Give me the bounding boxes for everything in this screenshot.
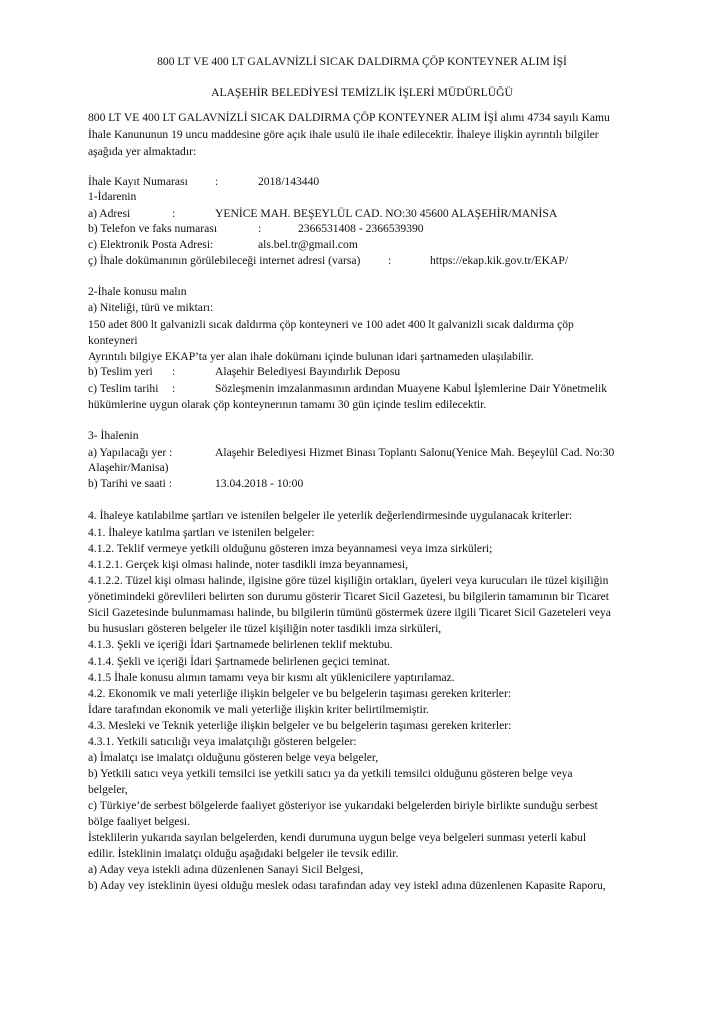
s4-line: yönetimindeki görevlileri belirten son durumu gösterir Ticaret Sicil Gazetesi, bu bilgilerin tamamının bir Ticaret	[88, 590, 609, 603]
s4-line: belgeler,	[88, 783, 128, 796]
url-colon: :	[388, 254, 392, 267]
s2-a-label: a) Niteliği, türü ve miktarı:	[88, 301, 214, 314]
adres-colon: :	[172, 207, 176, 220]
tarih-label: b) Tarihi ve saati :	[88, 477, 172, 490]
teslim-yeri-label: b) Teslim yeri	[88, 365, 153, 378]
teslim-tarihi-value: Sözleşmenin imzalanmasının ardından Muayene Kabul İşlemlerine Dair Yönetmelik	[215, 382, 608, 395]
s4-line: Sicil Gazetesinde bulunmaması halinde, bu bilgilerin tümünü göstermek üzere ilgili Ticaret Sicil Gazeteleri veya	[88, 606, 611, 619]
s4-line: a) İmalatçı ise imalatçı olduğunu gösteren belge veya belgeler,	[88, 751, 379, 764]
s2-a-text: konteyneri	[88, 334, 138, 347]
intro-line: aşağıda yer almaktadır:	[88, 145, 197, 158]
s4-line: 4.1.4. Şekli ve içeriği İdari Şartnamede belirlenen geçici teminat.	[88, 655, 390, 668]
s4-line: 4.1. İhaleye katılma şartları ve istenilen belgeler:	[88, 526, 315, 539]
s4-line: edilir. İsteklinin imalatçı olduğu aşağıdaki belgeler ile tevsik edilir.	[88, 847, 399, 860]
s4-line: c) Türkiye’de serbest bölgelerde faaliyet gösteriyor ise yukarıdaki belgelerden biriyle birlikte sunduğu serbest	[88, 799, 598, 812]
s4-line: a) Aday veya istekli adına düzenlenen Sanayi Sicil Belgesi,	[88, 863, 364, 876]
kayit-label: İhale Kayıt Numarası	[88, 175, 188, 188]
s4-line: b) Yetkili satıcı veya yetkili temsilci ise yetkili satıcı ya da yetkili temsilci olduğunu gösteren belge veya	[88, 767, 573, 780]
yer-value: Alaşehir Belediyesi Hizmet Binası Toplantı Salonu(Yenice Mah. Beşeylül Cad. No:30	[215, 446, 615, 459]
url-label: ç) İhale dokümanının görülebileceği internet adresi (varsa)	[88, 254, 361, 267]
s4-line: bölge faaliyet belgesi.	[88, 815, 191, 828]
email-value: als.bel.tr@gmail.com	[258, 238, 358, 251]
document-subtitle: ALAŞEHİR BELEDİYESİ TEMİZLİK İŞLERİ MÜDÜRLÜĞÜ	[211, 86, 513, 99]
yer-label: a) Yapılacağı yer :	[88, 446, 173, 459]
s4-line: 4.3.1. Yetkili satıcılığı veya imalatçılığı gösteren belgeler:	[88, 735, 357, 748]
s4-line: İsteklilerin yukarıda sayılan belgelerden, kendi durumuna uygun belge veya belgeleri sunması yeterli kabul	[88, 831, 587, 844]
s4-line: b) Aday vey isteklinin üyesi olduğu meslek odası tarafından aday vey istekl adına düzenlenen Kapasite Raporu,	[88, 879, 606, 892]
section-3-heading: 3- İhalenin	[88, 429, 139, 442]
kayit-row	[88, 175, 188, 189]
s4-line: 4.1.2.1. Gerçek kişi olması halinde, noter tasdikli imza beyannamesi,	[88, 558, 409, 571]
intro-line: İhale Kanununun 19 uncu maddesine göre açık ihale usulü ile ihale edilecektir. İhaleye ilişkin ayrıntılı bilgiler	[88, 128, 599, 141]
kayit-value: 2018/143440	[258, 175, 320, 188]
s4-line: 4.1.3. Şekli ve içeriği İdari Şartnamede belirlenen teklif mektubu.	[88, 638, 393, 651]
email-label: c) Elektronik Posta Adresi:	[88, 238, 214, 251]
tel-colon: :	[258, 222, 262, 235]
teslim-tarihi-label: c) Teslim tarihi	[88, 382, 159, 395]
s4-line: 4.1.5 İhale konusu alımın tamamı veya bir kısmı alt yüklenicilere yaptırılamaz.	[88, 671, 455, 684]
document-title: 800 LT VE 400 LT GALAVNİZLİ SICAK DALDIRMA ÇÖP KONTEYNER ALIM İŞİ	[157, 55, 567, 68]
teslim-tarihi-colon: :	[172, 382, 176, 395]
adres-label: a) Adresi	[88, 207, 131, 220]
s4-line: 4.3. Mesleki ve Teknik yeterliğe ilişkin belgeler ve bu belgelerin taşıması gereken kriterler:	[88, 719, 512, 732]
url-value: https://ekap.kik.gov.tr/EKAP/	[430, 254, 569, 267]
yer-cont: Alaşehir/Manisa)	[88, 461, 169, 474]
teslim-tarihi-cont: hükümlerine uygun olarak çöp konteynerının tamamı 30 gün içinde teslim edilecektir.	[88, 398, 487, 411]
s4-line: bu hususları gösteren belgeler ile tüzel kişiliğin noter tasdikli imza sirküleri,	[88, 622, 442, 635]
s2-a-text: Ayrıntılı bilgiye EKAP’ta yer alan ihale dokümanı içinde bulunan idari şartnameden ulaşılabilir.	[88, 350, 534, 363]
tel-value: 2366531408 - 2366539390	[298, 222, 424, 235]
s4-line: 4.2. Ekonomik ve mali yeterliğe ilişkin belgeler ve bu belgelerin taşıması gereken kriterler:	[88, 687, 512, 700]
teslim-yeri-value: Alaşehir Belediyesi Bayındırlık Deposu	[215, 365, 401, 378]
section-2-heading: 2-İhale konusu malın	[88, 285, 187, 298]
teslim-yeri-colon: :	[172, 365, 176, 378]
s4-line: 4. İhaleye katılabilme şartları ve istenilen belgeler ile yeterlik değerlendirmesinde uygulanacak kriterler:	[88, 509, 573, 522]
s2-a-text: 150 adet 800 lt galvanizli sıcak daldırma çöp konteyneri ve 100 adet 400 lt galvanizli sıcak daldırma çöp	[88, 318, 574, 331]
s4-line: İdare tarafından ekonomik ve mali yeterliğe ilişkin kriter belirtilmemiştir.	[88, 703, 429, 716]
s4-line: 4.1.2. Teklif vermeye yetkili olduğunu gösteren imza beyannamesi veya imza sirküleri;	[88, 542, 493, 555]
tel-label: b) Telefon ve faks numarası	[88, 222, 218, 235]
s4-line: 4.1.2.2. Tüzel kişi olması halinde, ilgisine göre tüzel kişiliğin ortakları, üyeleri veya kurucuları ile tüzel kişiliğin	[88, 574, 609, 587]
tarih-value: 13.04.2018 - 10:00	[215, 477, 304, 490]
intro-line: 800 LT VE 400 LT GALAVNİZLİ SICAK DALDIRMA ÇÖP KONTEYNER ALIM İŞİ alımı 4734 sayılı Kamu	[88, 111, 610, 124]
kayit-colon: :	[215, 175, 219, 188]
section-1-heading: 1-İdarenin	[88, 190, 137, 203]
adres-value: YENİCE MAH. BEŞEYLÜL CAD. NO:30 45600 ALAŞEHİR/MANİSA	[215, 207, 558, 220]
